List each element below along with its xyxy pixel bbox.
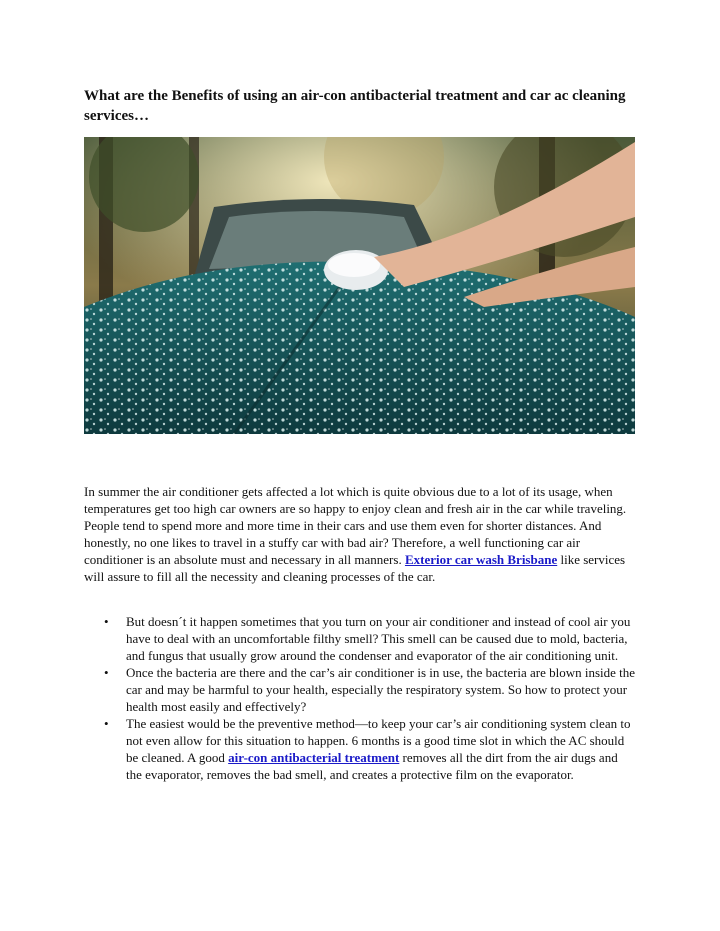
bullet-icon: • bbox=[104, 665, 109, 680]
page-title: What are the Benefits of using an air-con antibacterial treatment and car ac cleaning services… bbox=[84, 88, 626, 124]
bullet-icon: • bbox=[104, 614, 109, 629]
car-wash-photo bbox=[84, 137, 635, 434]
exterior-car-wash-link[interactable]: Exterior car wash Brisbane bbox=[404, 552, 558, 567]
list-item bbox=[84, 715, 636, 783]
intro-paragraph bbox=[84, 483, 636, 585]
bullet-text-after: removes all the dirt from the air dugs and the evaporator, removes the bad smell, and creates a protective film on the evaporator. bbox=[126, 750, 618, 782]
list-item bbox=[84, 664, 636, 715]
bullet-icon: • bbox=[104, 716, 109, 731]
bullet-text: Once the bacteria are there and the car’s air conditioner is in use, the bacteria are blown inside the car and may be harmful to your health, especially the respiratory system. So how to protect your health most easily and effectively? bbox=[126, 665, 636, 714]
bullet-text: But doesn´t it happen sometimes that you turn on your air conditioner and instead of cool air you have to deal with an uncomfortable filthy smell? This smell can be caused due to mold, bacteria, and fungus that usually grow around the condenser and evaporator of the air conditioning unit. bbox=[126, 614, 631, 663]
intro-after: like services will assure to fill all the necessity and cleaning processes of the car. bbox=[84, 552, 626, 584]
aircon-treatment-link[interactable]: air-con antibacterial treatment bbox=[228, 750, 400, 765]
bullet-list bbox=[84, 613, 636, 783]
bullet-text-before: The easiest would be the preventive method—to keep your car’s air conditioning system clean to not even allow for this situation to happen. 6 months is a good time slot in which the AC should be cleaned. A good bbox=[126, 716, 631, 765]
intro-text: In summer the air conditioner gets affected a lot which is quite obvious due to a lot of its usage, when temperatures get too high car owners are so happy to enjoy clean and fresh air in the car while traveling. People tend to spend more and more time in their cars and use them even for shorter distances. And honestly, no one likes to travel in a stuffy car with bad air? Therefore, a well functioning car air conditioner is an absolute must and necessary in all manners. bbox=[84, 484, 627, 567]
list-item bbox=[84, 613, 636, 664]
